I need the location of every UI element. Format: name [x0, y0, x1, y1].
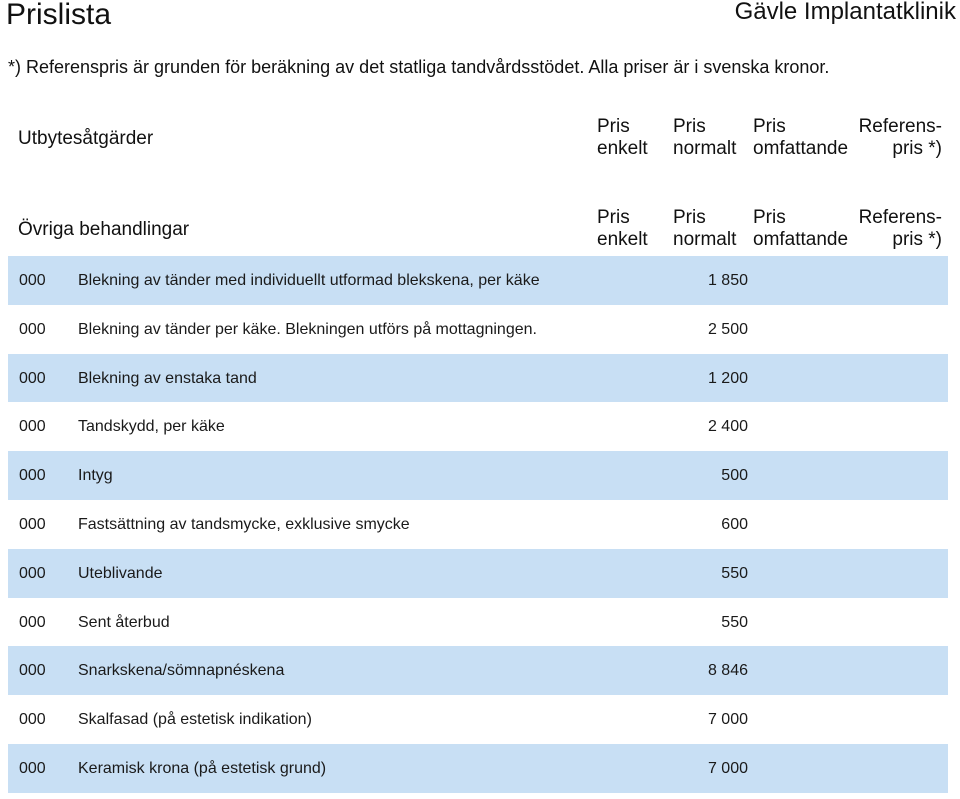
treatment-description: Uteblivande	[78, 564, 163, 582]
column-header-pris-enkelt: Pris enkelt	[597, 116, 648, 159]
table-row	[8, 402, 948, 451]
treatment-code: 000	[19, 320, 46, 338]
column-header-pris-normalt: Pris normalt	[673, 207, 737, 250]
price-normal: 1 200	[707, 369, 748, 387]
table-row	[8, 695, 948, 744]
treatment-description: Sent återbud	[78, 613, 170, 631]
treatment-description: Blekning av enstaka tand	[78, 369, 257, 387]
price-table	[8, 256, 948, 793]
treatment-code: 000	[19, 613, 46, 631]
treatment-description: Snarkskena/sömnapnéskena	[78, 662, 285, 680]
treatment-code: 000	[19, 272, 46, 289]
price-normal: 550	[721, 564, 748, 582]
column-header-pris-omfattande: Pris omfattande	[753, 207, 849, 250]
reference-price-note: *) Referenspris är grunden för beräkning av det statliga tandvårdsstödet. Alla priser är i svenska kronor.	[8, 57, 830, 77]
treatment-code: 000	[19, 418, 46, 436]
price-normal: 7 000	[707, 759, 748, 777]
price-normal: 500	[721, 467, 748, 485]
treatment-description: Intyg	[78, 467, 113, 485]
table-row	[8, 500, 948, 549]
table-row	[8, 256, 948, 305]
price-normal: 7 000	[707, 711, 748, 729]
table-row	[8, 354, 948, 403]
table-row	[8, 549, 948, 598]
clinic-name: Gävle Implantatklinik	[734, 0, 956, 25]
column-header-referenspris: Referens- pris *)	[858, 207, 942, 250]
table-row	[8, 598, 948, 647]
treatment-code: 000	[19, 759, 46, 777]
price-normal: 2 400	[707, 418, 748, 436]
treatment-description: Tandskydd, per käke	[78, 418, 225, 436]
price-normal: 2 500	[707, 320, 748, 338]
section-header-utbytesatgarder	[0, 116, 960, 166]
treatment-description: Skalfasad (på estetisk indikation)	[78, 711, 312, 729]
treatment-description: Blekning av tänder per käke. Blekningen utförs på mottagningen.	[78, 320, 537, 338]
table-row	[8, 646, 948, 695]
table-row	[8, 744, 948, 793]
table-row	[8, 451, 948, 500]
section-title: Utbytesåtgärder	[18, 128, 154, 149]
treatment-code: 000	[19, 467, 46, 485]
table-row	[8, 305, 948, 354]
treatment-code: 000	[19, 662, 46, 680]
treatment-code: 000	[19, 369, 46, 387]
price-normal: 1 850	[707, 272, 748, 289]
price-normal: 600	[721, 515, 748, 533]
price-normal: 8 846	[707, 662, 748, 680]
treatment-description: Keramisk krona (på estetisk grund)	[78, 759, 327, 777]
section-header-ovriga-behandlingar	[0, 207, 960, 257]
column-header-pris-omfattande: Pris omfattande	[753, 116, 849, 159]
treatment-code: 000	[19, 564, 46, 582]
price-normal: 550	[721, 613, 748, 631]
column-header-pris-enkelt: Pris enkelt	[597, 207, 648, 250]
section-title: Övriga behandlingar	[18, 219, 190, 240]
treatment-code: 000	[19, 515, 46, 533]
treatment-code: 000	[19, 711, 46, 729]
page-title: Prislista	[6, 0, 112, 31]
treatment-description: Fastsättning av tandsmycke, exklusive smycke	[78, 515, 410, 533]
treatment-description: Blekning av tänder med individuellt utformad blekskena, per käke	[78, 272, 540, 289]
column-header-pris-normalt: Pris normalt	[673, 116, 737, 159]
column-header-referenspris: Referens- pris *)	[858, 116, 942, 159]
